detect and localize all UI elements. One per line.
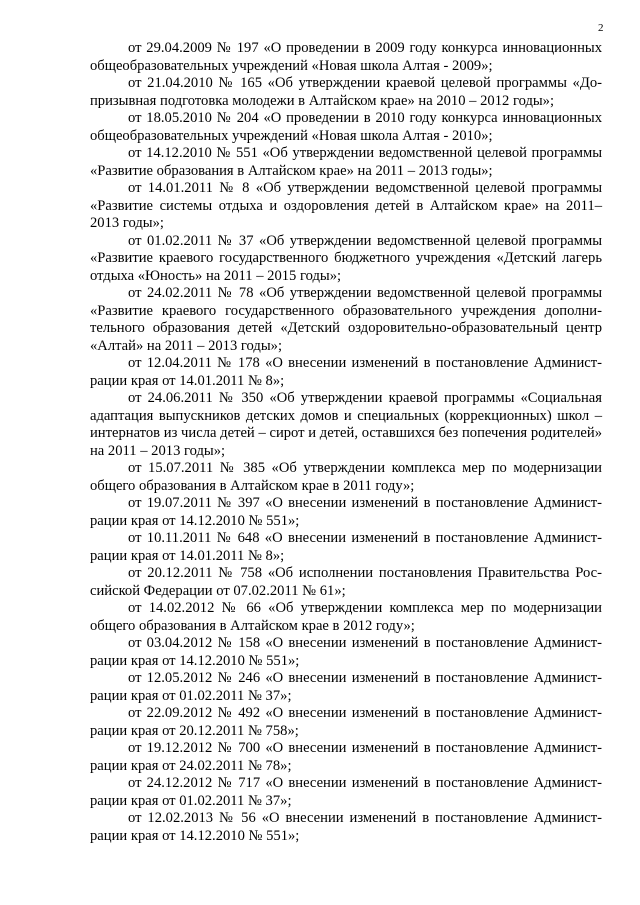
list-item: от 19.07.2011 № 397 «О внесении изменений в постановление Администрации края от 14.12.2010 № 551»;: [90, 495, 602, 529]
list-item: от 24.06.2011 № 350 «Об утверждении краевой программы «Социальная адаптация выпускников детских домов и специальных (коррекционных) школ – интернатов из числа детей – сирот и детей, оставшихся без попечения родителей» на 2011 – 2013 годы»;: [90, 390, 602, 459]
list-item: от 29.04.2009 № 197 «О проведении в 2009 году конкурса инновационных общеобразовательных учреждений «Новая школа Алтая - 2009»;: [90, 40, 602, 74]
list-item: от 21.04.2010 № 165 «Об утверждении краевой целевой программы «Допризывная подготовка молодежи в Алтайском крае» на 2010 – 2012 годы»;: [90, 75, 602, 109]
list-item: от 22.09.2012 № 492 «О внесении изменений в постановление Администрации края от 20.12.2011 № 758»;: [90, 705, 602, 739]
list-item: от 15.07.2011 № 385 «Об утверждении комплекса мер по модернизации общего образования в Алтайском крае в 2011 году»;: [90, 460, 602, 494]
list-item: от 10.11.2011 № 648 «О внесении изменений в постановление Администрации края от 14.01.2011 № 8»;: [90, 530, 602, 564]
list-item: от 12.02.2013 № 56 «О внесении изменений в постановление Администрации края от 14.12.2010 № 551»;: [90, 810, 602, 844]
document-body: [90, 40, 602, 845]
list-item: от 18.05.2010 № 204 «О проведении в 2010 году конкурса инновационных общеобразовательных учреждений «Новая школа Алтая - 2010»;: [90, 110, 602, 144]
list-item: от 24.02.2011 № 78 «Об утверждении ведомственной целевой программы «Развитие краевого государственного образовательного учреждения дополнительного образования детей «Детский оздоровительно-образовательный центр «Алтай» на 2011 – 2013 годы»;: [90, 285, 602, 354]
list-item: от 14.02.2012 № 66 «Об утверждении комплекса мер по модернизации общего образования в Алтайском крае в 2012 году»;: [90, 600, 602, 634]
list-item: от 24.12.2012 № 717 «О внесении изменений в постановление Администрации края от 01.02.2011 № 37»;: [90, 775, 602, 809]
list-item: от 19.12.2012 № 700 «О внесении изменений в постановление Администрации края от 24.02.2011 № 78»;: [90, 740, 602, 774]
list-item: от 01.02.2011 № 37 «Об утверждении ведомственной целевой программы «Развитие краевого государственного бюджетного учреждения «Детский лагерь отдыха «Юность» на 2011 – 2015 годы»;: [90, 232, 602, 284]
list-item: от 12.05.2012 № 246 «О внесении изменений в постановление Администрации края от 01.02.2011 № 37»;: [90, 670, 602, 704]
page-number: 2: [598, 22, 604, 34]
list-item: от 14.12.2010 № 551 «Об утверждении ведомственной целевой программы «Развитие образования в Алтайском крае» на 2011 – 2013 годы»;: [90, 145, 602, 179]
list-item: от 12.04.2011 № 178 «О внесении изменений в постановление Администрации края от 14.01.2011 № 8»;: [90, 355, 602, 389]
list-item: от 20.12.2011 № 758 «Об исполнении постановления Правительства Российской Федерации от 07.02.2011 № 61»;: [90, 565, 602, 599]
list-item: от 14.01.2011 № 8 «Об утверждении ведомственной целевой программы «Развитие системы отдыха и оздоровления детей в Алтайском крае» на 2011–2013 годы»;: [90, 180, 602, 231]
list-item: от 03.04.2012 № 158 «О внесении изменений в постановление Администрации края от 14.12.2010 № 551»;: [90, 635, 602, 669]
